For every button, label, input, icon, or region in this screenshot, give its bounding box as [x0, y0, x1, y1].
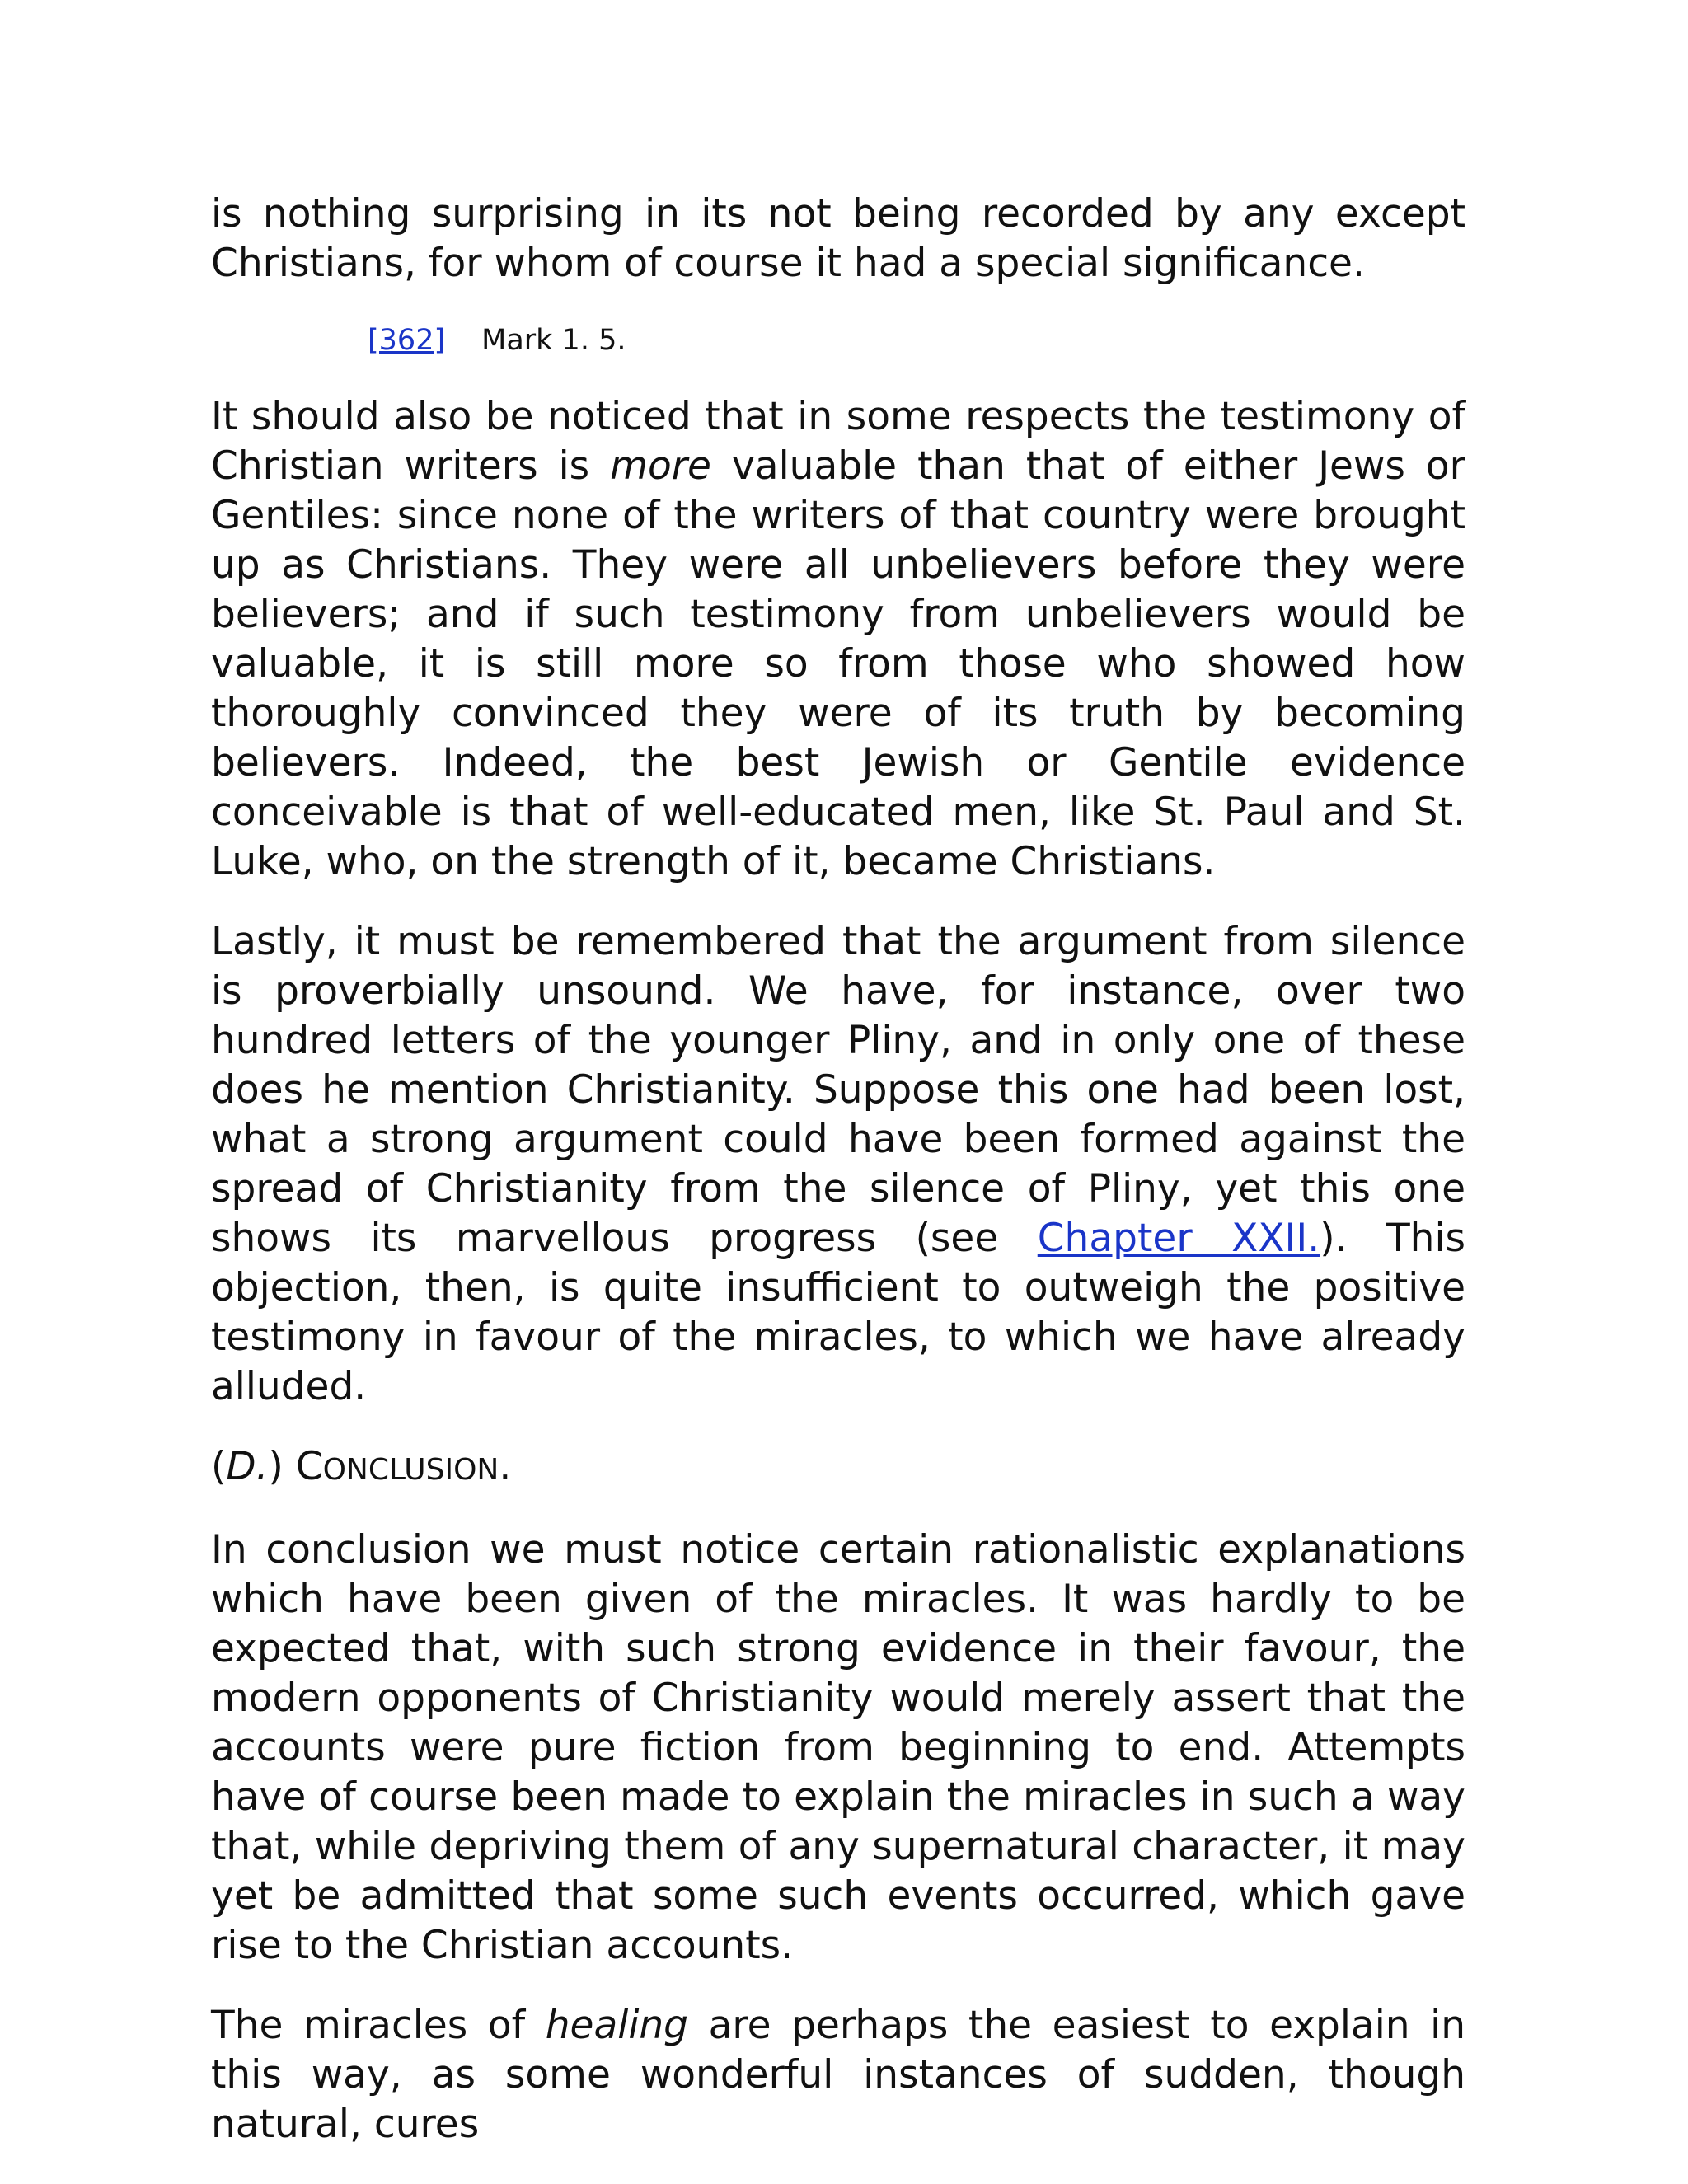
- footnote: [211, 319, 1465, 362]
- paragraph-1: [211, 190, 1465, 288]
- paragraph-5-text-before: The miracles of: [211, 2003, 546, 2048]
- paragraph-3: [211, 917, 1465, 1412]
- heading-initial: C: [295, 1444, 323, 1489]
- heading-period: .: [499, 1444, 512, 1489]
- footnote-ref-link[interactable]: [362]: [368, 324, 446, 357]
- paragraph-2: [211, 392, 1465, 887]
- paragraph-2-emphasis: more: [610, 443, 711, 489]
- paragraph-5-text-after: are perhaps the easiest to explain in this way, as some wonderful instances of sudden, though natural, cures: [211, 2003, 1465, 2147]
- document-page: [211, 190, 1465, 2180]
- paragraph-2-text-before: It should also be noticed that in some respects the testimony of Christian writers is: [211, 394, 1465, 489]
- paragraph-4-text: In conclusion we must notice certain rationalistic explanations which have been given of the miracles. It was hardly to be expected that, with such strong evidence in their favour, the modern opponents of Christianity would merely assert that the accounts were pure fiction from beginning to end. Attempts have of course been made to explain the miracles in such a way that, while depriving them of any supernatural character, it may yet be admitted that some such events occurred, which gave rise to the Christian accounts.: [211, 1527, 1465, 1968]
- heading-letter: D.: [226, 1444, 269, 1489]
- paragraph-4: [211, 1526, 1465, 1971]
- heading-smallcaps: ONCLUSION: [322, 1453, 499, 1487]
- paragraph-5: [211, 2001, 1465, 2149]
- heading-close-paren: ): [268, 1444, 296, 1489]
- section-heading: [211, 1442, 1465, 1495]
- paragraph-2-text-after: valuable than that of either Jews or Gentiles: since none of the writers of that country were brought up as Christians. They were all unbelievers before they were believers; and if such testimony from unbelievers would be valuable, it is still more so from those who showed how thoroughly convinced they were of its truth by becoming believers. Indeed, the best Jewish or Gentile evidence conceivable is that of well-educated men, like St. Paul and St. Luke, who, on the strength of it, became Christians.: [211, 443, 1466, 884]
- paragraph-3-text-before: Lastly, it must be remembered that the argument from silence is proverbially unsound. We have, for instance, over two hundred letters of the younger Pliny, and in only one of these does he mention Christianity. Suppose this one had been lost, what a strong argument could have been formed against the spread of Christianity from the silence of Pliny, yet this one shows its marvellous progress (see: [211, 919, 1465, 1261]
- paragraph-3-text-after: ). This objection, then, is quite insufficient to outweigh the positive testimony in favour of the miracles, to which we have already alluded.: [211, 1216, 1466, 1409]
- paragraph-1-text: is nothing surprising in its not being recorded by any except Christians, for whom of course it had a special significance.: [211, 191, 1465, 286]
- footnote-text: Mark 1. 5.: [481, 324, 626, 357]
- chapter-xxii-link[interactable]: Chapter XXII.: [1037, 1216, 1320, 1261]
- paragraph-5-emphasis: healing: [545, 2003, 688, 2048]
- heading-open-paren: (: [211, 1444, 227, 1489]
